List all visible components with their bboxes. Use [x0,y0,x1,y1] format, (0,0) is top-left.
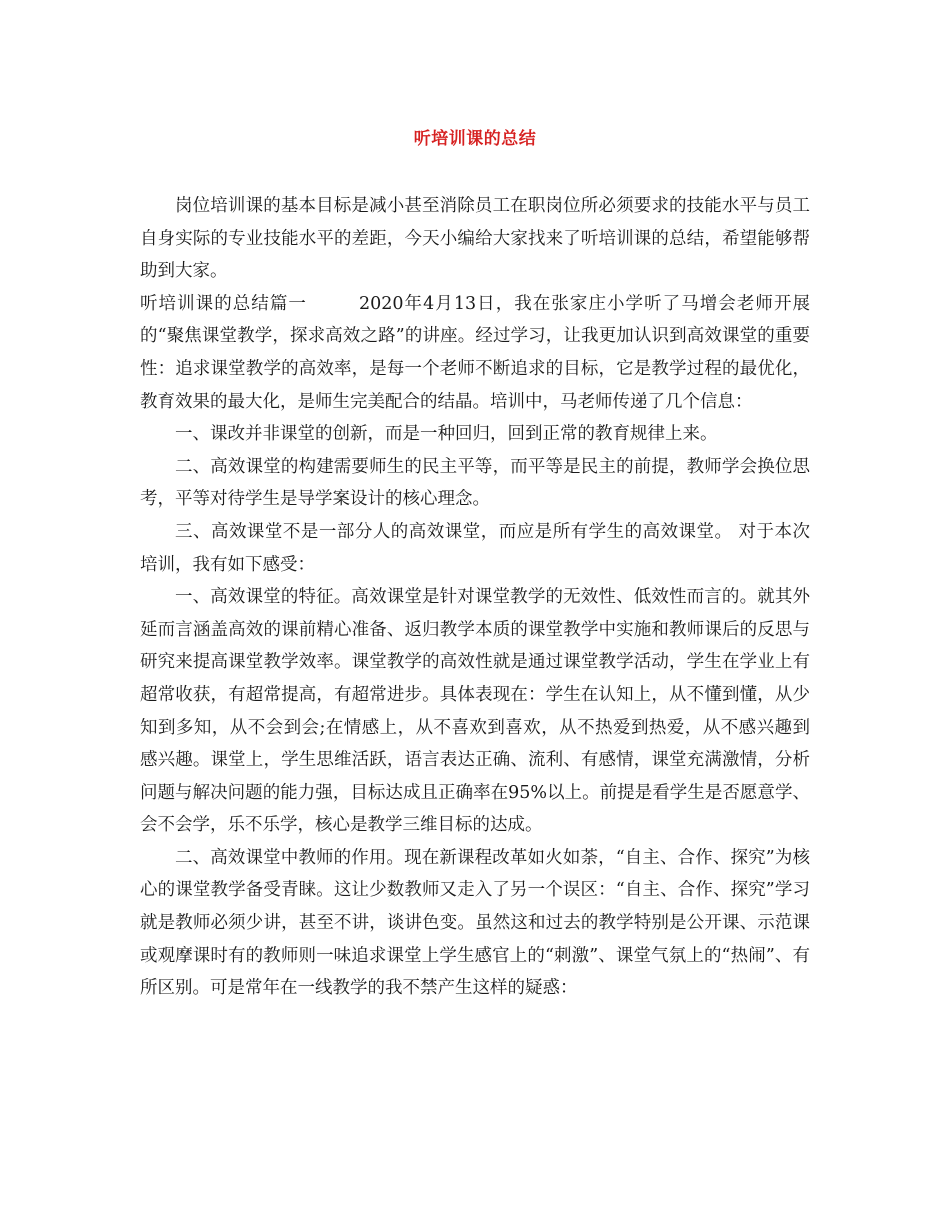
body-paragraph: 一、高效课堂的特征。高效课堂是针对课堂教学的无效性、低效性而言的。就其外延而言涵盖高效的课前精心准备、返归教学本质的课堂教学中实施和教师课后的反思与研究来提高课堂教学效率。课堂教学的高效性就是通过课堂教学活动，学生在学业上有超常收获，有超常提高，有超常进步。具体表现在：学生在认知上，从不懂到懂，从少知到多知，从不会到会;在情感上，从不喜欢到喜欢，从不热爱到热爱，从不感兴趣到感兴趣。课堂上，学生思维活跃，语言表达正确、流利、有感情，课堂充满激情，分析问题与解决问题的能力强，目标达成且正确率在95%以上。前提是看学生是否愿意学、会不会学，乐不乐学，核心是教学三维目标的达成。 [140,587,810,836]
section-first-paragraph [140,288,810,418]
body-paragraph: 一、课改并非课堂的创新，而是一种回归，回到正常的教育规律上来。 [175,424,718,445]
body-paragraph: 二、高效课堂中教师的作用。现在新课程改革如火如荼，“自主、合作、探究”为核心的课堂教学备受青睐。这让少数教师又走入了另一个误区：“自主、合作、探究”学习就是教师必须少讲，甚至不讲，谈讲色变。虽然这和过去的教学特别是公开课、示范课或观摩课时有的教师则一味追求课堂上学生感官上的“刺激”、课堂气氛上的“热闹”、有所区别。可是常年在一线教学的我不禁产生这样的疑惑： [140,847,810,999]
intro-paragraph: 岗位培训课的基本目标是减小甚至消除员工在职岗位所必须要求的技能水平与员工自身实际的专业技能水平的差距，今天小编给大家找来了听培训课的总结，希望能够帮助到大家。 [140,196,810,282]
section-first-text: 2020年4月13日，我在张家庄小学听了马增会老师开展的“聚焦课堂教学，探求高效之路”的讲座。经过学习，让我更加认识到高效课堂的重要性：追求课堂教学的高效率，是每一个老师不断追求的目标，它是教学过程的最优化，教育效果的最大化，是师生完美配合的结晶。培训中，马老师传递了几个信息： [140,293,810,412]
document-title: 听培训课的总结 [413,129,537,149]
body-paragraph: 二、高效课堂的构建需要师生的民主平等，而平等是民主的前提，教师学会换位思考，平等对待学生是导学案设计的核心理念。 [140,456,810,510]
section-heading: 听培训课的总结篇一 [140,293,307,314]
document-body [140,190,810,1005]
body-paragraph: 三、高效课堂不是一部分人的高效课堂，而应是所有学生的高效课堂。 对于本次培训，我有如下感受： [140,521,810,575]
